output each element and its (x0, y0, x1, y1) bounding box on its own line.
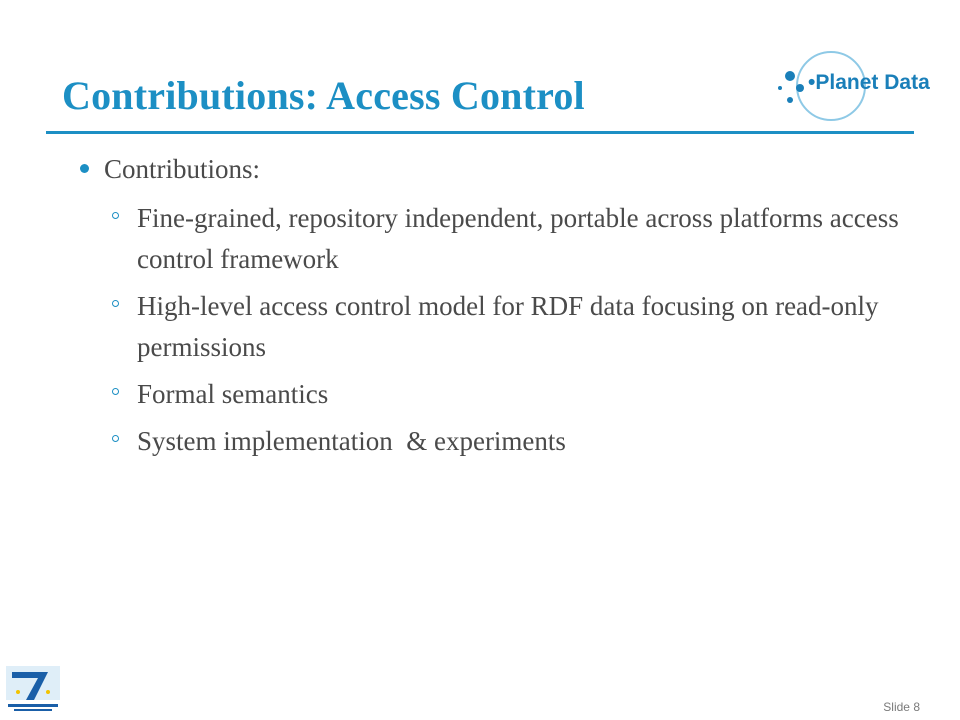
sub-bullet-model (80, 286, 920, 368)
sub-bullet-text: System implementation & experiments (137, 426, 566, 456)
fp7-logo (4, 664, 62, 714)
hollow-bullet-icon (112, 388, 119, 395)
hollow-bullet-icon (112, 435, 119, 442)
planetdata-logo-text (808, 71, 930, 95)
sub-bullet-text: Formal semantics (137, 379, 329, 409)
filled-bullet-icon (80, 164, 89, 173)
sub-bullet-text: High-level access control model for RDF data focusing on read-only permissions (137, 291, 879, 362)
slide-number: Slide 8 (883, 700, 920, 714)
planetdata-logo (778, 46, 928, 126)
sub-bullet-framework (80, 198, 920, 280)
logo-dot: • (808, 71, 816, 94)
hollow-bullet-icon (112, 212, 119, 219)
fp7-logo-graphic (4, 664, 62, 714)
hollow-bullet-icon (112, 300, 119, 307)
sub-bullet-semantics (80, 374, 920, 415)
bullet-contributions (80, 150, 920, 188)
logo-word-planet: Planet (815, 71, 879, 94)
bullet-text: Contributions: (104, 154, 261, 184)
sub-bullet-text: Fine-grained, repository independent, portable across platforms access control framework (137, 203, 899, 274)
logo-word-data: Data (884, 71, 930, 94)
slide-body (80, 150, 920, 468)
title-divider (46, 131, 914, 134)
sub-bullet-implementation (80, 421, 920, 462)
slide-title: Contributions: Access Control (62, 73, 585, 118)
